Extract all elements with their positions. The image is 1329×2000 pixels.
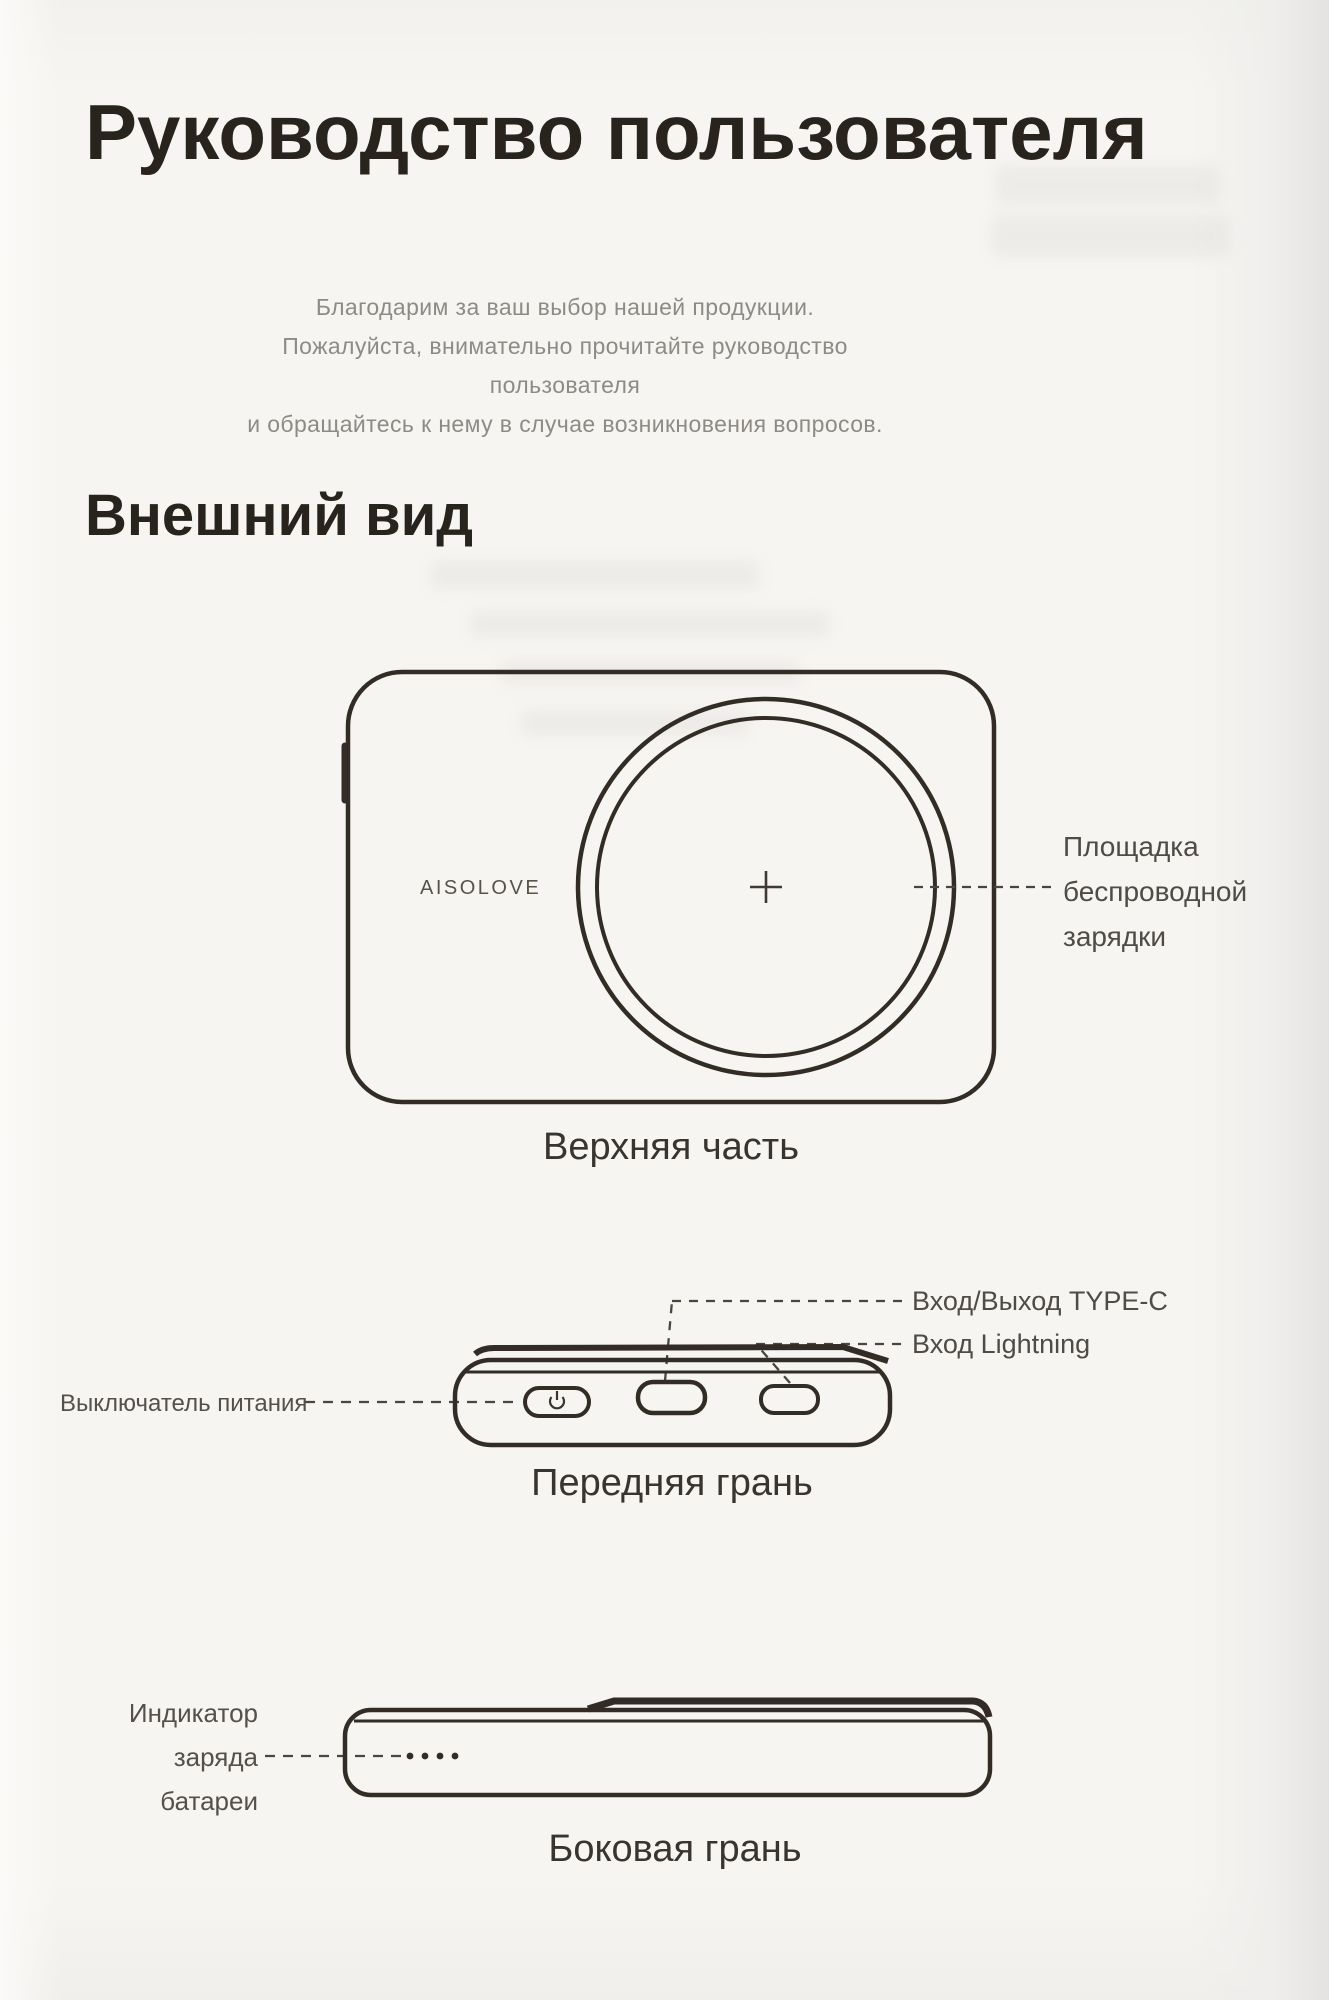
battery-indicator-label [60, 1691, 258, 1823]
side-view-caption: Боковая грань [548, 1828, 802, 1870]
battery-indicator-label-line-2: заряда [173, 1742, 258, 1772]
lightning-port [761, 1386, 818, 1413]
bleed-through-smudge [990, 215, 1230, 257]
intro-line-1: Благодарим за ваш выбор нашей продукции. [315, 294, 815, 320]
device-side-outline [345, 1710, 990, 1795]
side-view-diagram [90, 1680, 1250, 1815]
indicator-dot [422, 1753, 429, 1760]
wireless-pad-label-line-1: Площадка [1063, 831, 1199, 862]
indicator-dot [437, 1753, 444, 1760]
wireless-pad-label-line-3: зарядки [1063, 921, 1167, 952]
section-heading: Внешний вид [85, 483, 474, 548]
typec-port [638, 1382, 705, 1413]
wireless-pad-label-line-2: беспроводной [1063, 876, 1248, 907]
page-title: Руководство пользователя [85, 88, 1148, 176]
intro-line-3: и обращайтесь к нему в случае возникновения вопросов. [247, 411, 883, 437]
bleed-through-smudge [430, 560, 760, 590]
top-view-caption: Верхняя часть [542, 1126, 800, 1168]
battery-indicator-label-line-3: батареи [160, 1786, 258, 1816]
brand-label: AISOLOVE [420, 877, 542, 899]
plus-mark-icon [750, 871, 782, 903]
intro-paragraph [215, 288, 915, 444]
typec-label: Вход/Выход TYPE-C [912, 1286, 1168, 1316]
indicator-dot [407, 1753, 414, 1760]
battery-indicator-label-line-1: Индикатор [128, 1698, 258, 1728]
indicator-dot [452, 1753, 459, 1760]
power-switch-label: Выключатель питания [60, 1390, 308, 1417]
typec-leader-line [665, 1301, 905, 1381]
battery-indicator-dots [407, 1753, 459, 1760]
front-view-caption: Передняя грань [531, 1462, 813, 1504]
bleed-through-smudge [470, 610, 830, 638]
intro-line-2: Пожалуйста, внимательно прочитайте руководство пользователя [282, 333, 848, 398]
lightning-label: Вход Lightning [912, 1329, 1091, 1359]
wireless-pad-label [1063, 824, 1247, 959]
